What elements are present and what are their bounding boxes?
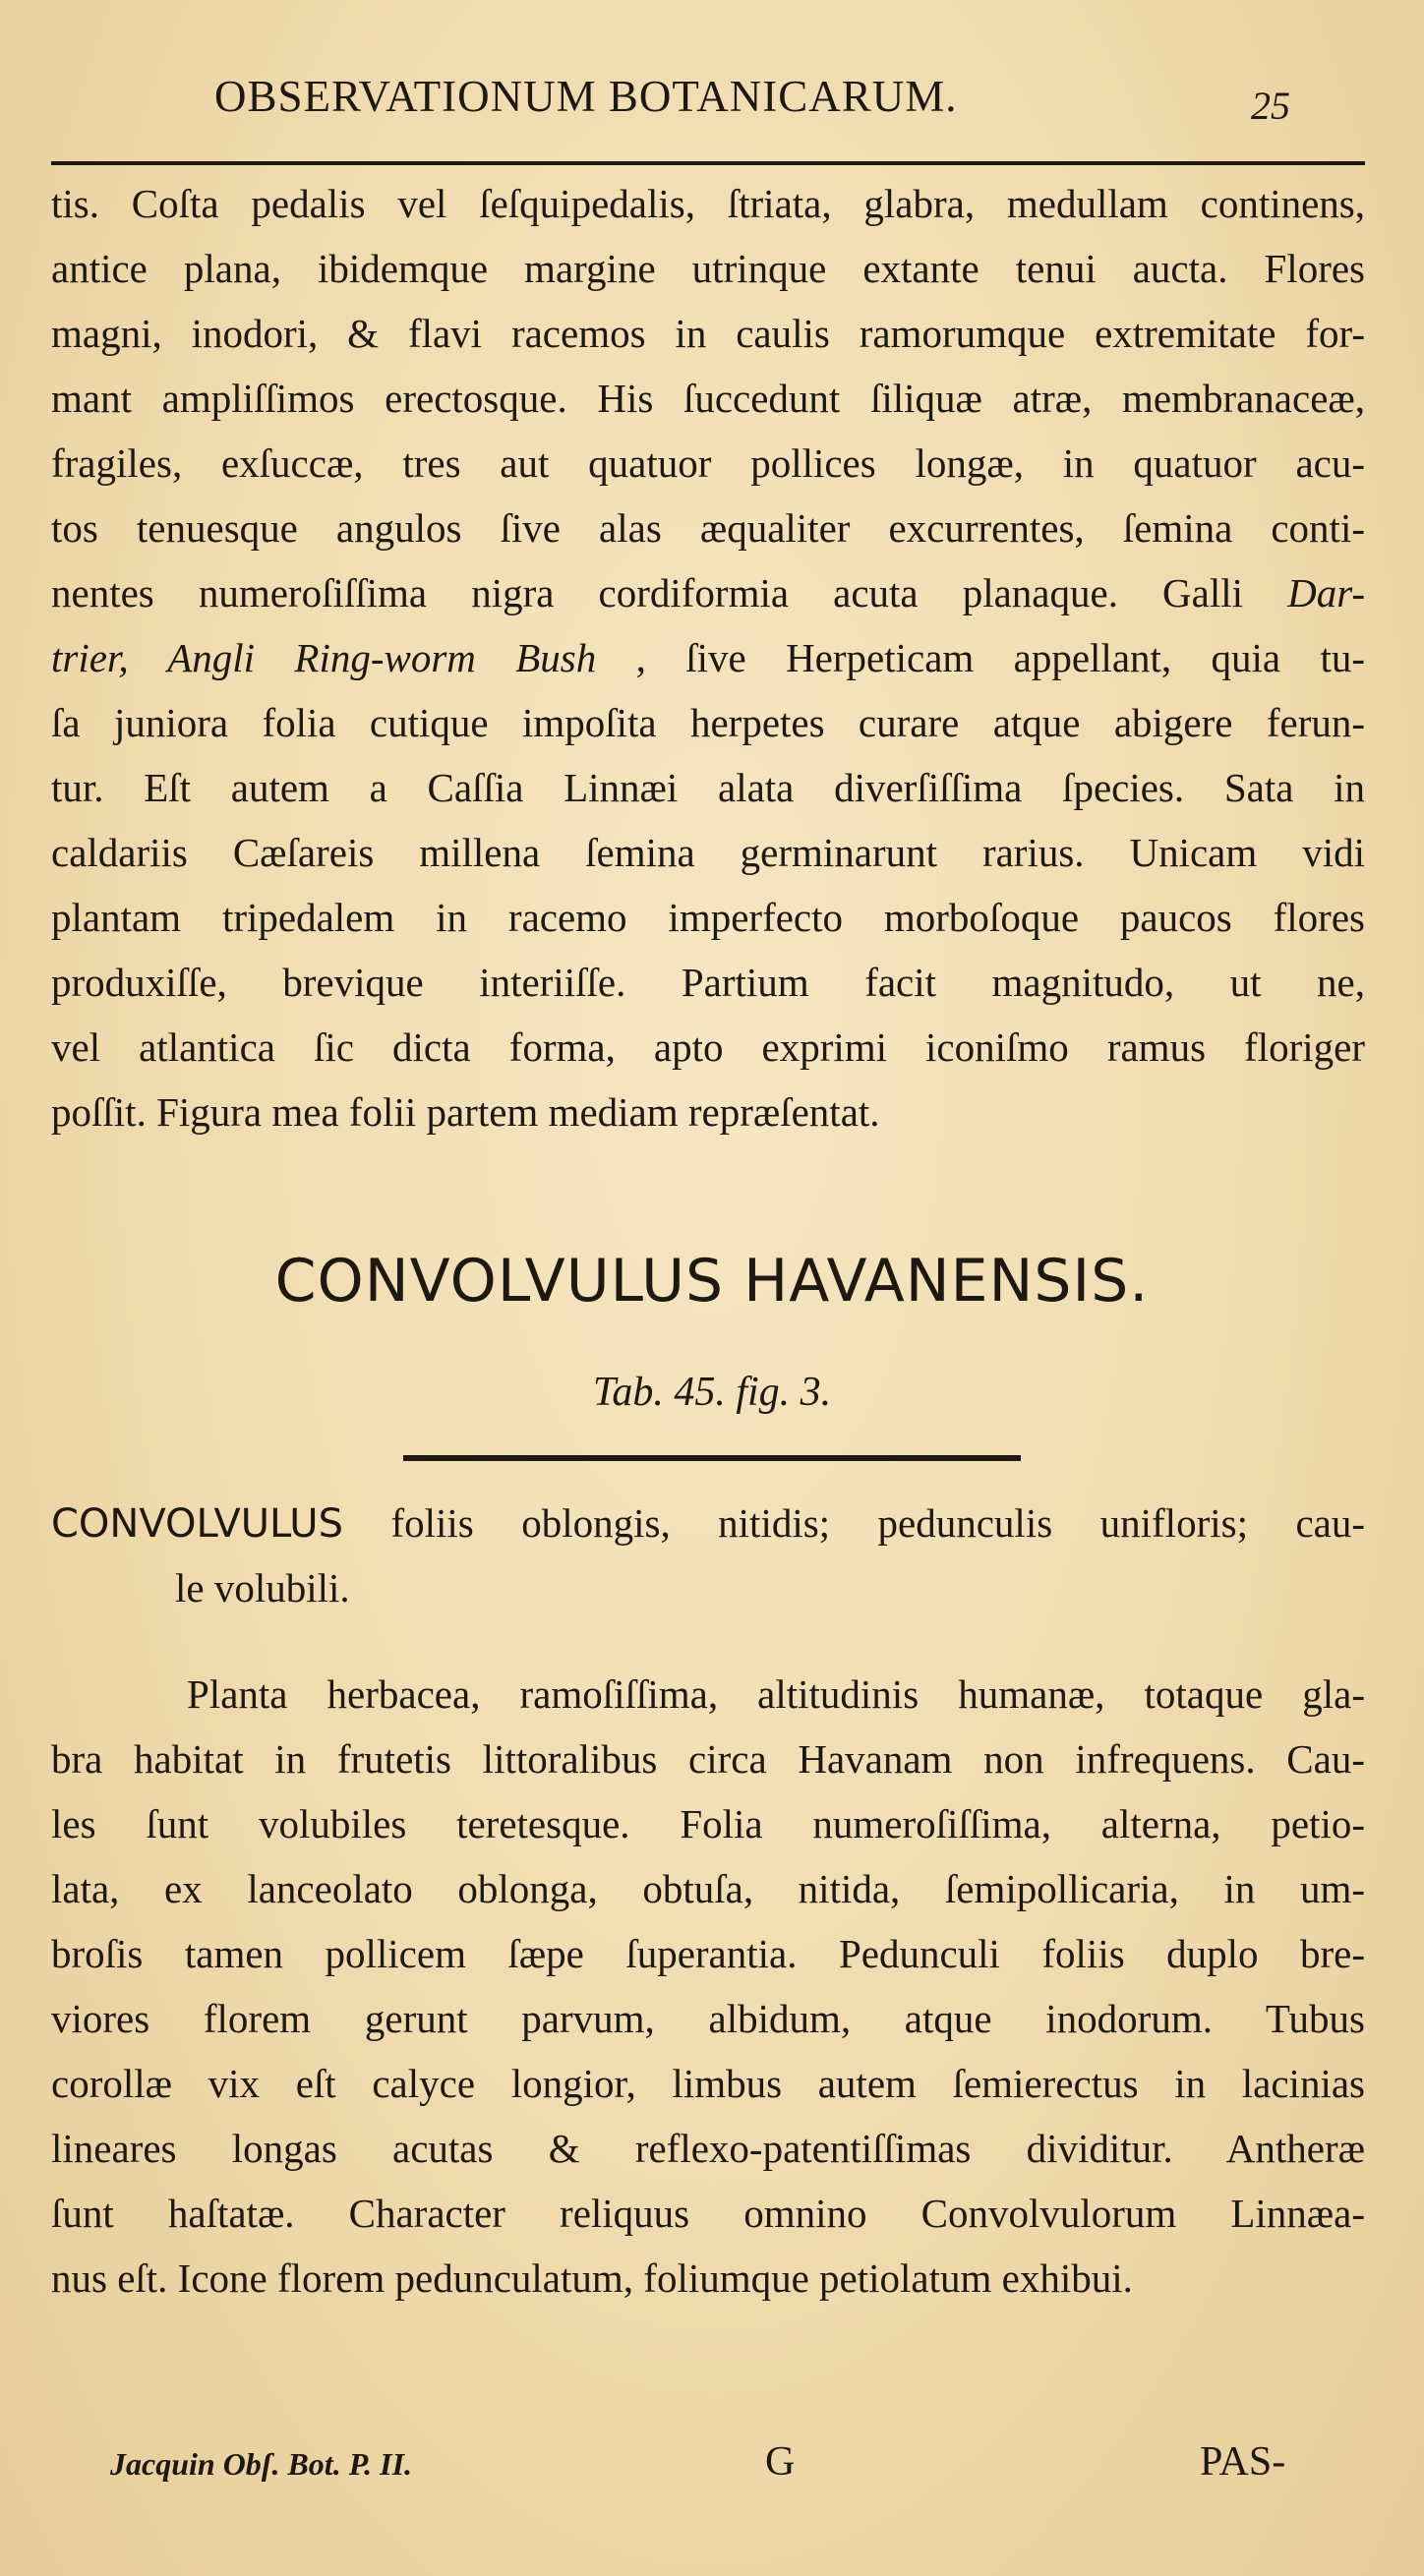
text-segment: foliis oblongis, nitidis; pedunculis unifloris; cau- (390, 1500, 1365, 1546)
section-rule (403, 1455, 1021, 1461)
signature-line: Jacquin Obſ. Bot. P. II. (110, 2446, 413, 2482)
text-line: Planta herbacea, ramoſiſſima, altitudinis humanæ, totaque gla- (187, 1671, 1365, 1717)
text-line: magni, inodori, & flavi racemos in caulis ramorumque extremitate for- (51, 311, 1365, 356)
text-segment: trier, Angli (51, 635, 256, 680)
text-line: caldariis Cæſareis millena ſemina germinarunt rarius. Unicam vidi (51, 830, 1365, 875)
text-line: broſis tamen pollicem ſæpe ſuperantia. Pedunculi foliis duplo bre- (51, 1931, 1365, 1976)
plate-reference: Tab. 45. fig. 3. (592, 1370, 832, 1415)
text-line: mant ampliſſimos erectosque. His ſuccedunt ſiliquæ atræ, membranaceæ, (51, 376, 1365, 421)
text-line: tis. Coſta pedalis vel ſeſquipedalis, ſtriata, glabra, medullam continens, (51, 181, 1365, 226)
diagnosis-line: le volubili. (175, 1565, 350, 1610)
text-line: lineares longas acutas & reflexo-patentiſſimas dividitur. Antheræ (51, 2126, 1365, 2171)
text-line: fragiles, exſuccæ, tres aut quatuor pollices longæ, in quatuor acu- (51, 440, 1365, 486)
running-title: OBSERVATIONUM BOTANICARUM. (214, 72, 958, 121)
catchword: PAS- (1200, 2439, 1286, 2485)
header-rule (51, 161, 1365, 165)
text-line: ſa juniora folia cutique impoſita herpetes curare atque abigere ferun- (51, 700, 1365, 745)
diagnosis (51, 1491, 1365, 1620)
running-head (0, 71, 1424, 130)
text-line: viores florem gerunt parvum, albidum, atque inodorum. Tubus (51, 1996, 1365, 2041)
text-line: ſunt haſtatæ. Character reliquus omnino Convolvulorum Linnæa- (51, 2191, 1365, 2236)
text-line: lata, ex lanceolato oblonga, obtuſa, nitida, ſemipollicaria, in um- (51, 1866, 1365, 1911)
text-line: les ſunt volubiles teretesque. Folia numeroſiſſima, alterna, petio- (51, 1801, 1365, 1846)
text-line: poſſit. Figura mea folii partem mediam repræſentat. (51, 1089, 880, 1135)
text-line: tos tenuesque angulos ſive alas æqualiter excurrentes, ſemina conti- (51, 505, 1365, 551)
text-line: produxiſſe, brevique interiiſſe. Partium facit magnitudo, ut ne, (51, 960, 1365, 1005)
italic-term-ringworm: Ring-worm Bush (294, 635, 597, 680)
section-heading: CONVOLVULUS HAVANENSIS. (274, 1247, 1150, 1316)
diagnosis-line (51, 1491, 1365, 1555)
text-segment: nentes numeroſiſſima nigra cordiformia acuta planaque. Galli (51, 570, 1244, 615)
text-line: vel atlantica ſic dicta forma, apto exprimi iconiſmo ramus floriger (51, 1025, 1365, 1070)
signature-mark: G (765, 2439, 796, 2485)
page-footer (0, 2438, 1424, 2497)
text-line: corollæ vix eſt calyce longior, limbus autem ſemierectus in lacinias (51, 2061, 1365, 2106)
text-line: bra habitat in frutetis littoralibus circa Havanam non infrequens. Cau- (51, 1736, 1365, 1782)
text-line (51, 625, 1365, 690)
page-number: 25 (1251, 84, 1290, 128)
text-segment: , ſive Herpeticam appellant, quia tu- (635, 635, 1365, 680)
continued-paragraph (51, 171, 1365, 1144)
text-line (51, 560, 1365, 625)
text-line: nus eſt. Icone florem pedunculatum, foliumque petiolatum exhibui. (51, 2255, 1133, 2301)
text-line: antice plana, ibidemque margine utrinque extante tenui aucta. Flores (51, 246, 1365, 291)
description-paragraph (51, 1662, 1365, 2311)
text-line: tur. Eſt autem a Caſſia Linnæi alata diverſiſſima ſpecies. Sata in (51, 765, 1365, 810)
genus-name: CONVOLVULUS (51, 1501, 343, 1547)
italic-term-dartrier: Dar- (1287, 570, 1365, 615)
text-line: plantam tripedalem in racemo imperfecto morboſoque paucos flores (51, 895, 1365, 940)
